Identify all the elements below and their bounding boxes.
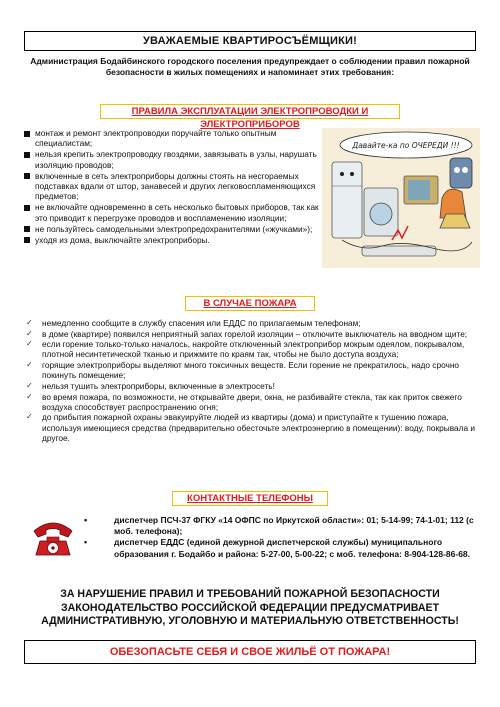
black-square-icon — [24, 237, 30, 243]
check-mark-icon: ✓ — [26, 328, 33, 338]
list-item: нельзя крепить электропроводку гвоздями, завязывать в узлы, нарушать изоляцию проводов; — [24, 149, 319, 170]
black-square-icon — [24, 205, 30, 211]
list-item: ✓ в доме (квартире) появился неприятный запах горелой изоляции – отключите выключатель на вводном щите; — [26, 328, 468, 339]
section-title-contacts: КОНТАКТНЫЕ ТЕЛЕФОНЫ — [172, 491, 328, 506]
section-title-fire: В СЛУЧАЕ ПОЖАРА — [185, 296, 315, 311]
list-item: • диспетчер ПСЧ-37 ФГКУ «14 ОФПС по Иркутской области»: 01; 5-14-99; 74-1-01; 112 (с моб. телефона); — [84, 515, 474, 537]
section-title-electrical: ПРАВИЛА ЭКСПЛУАТАЦИИ ЭЛЕКТРОПРОВОДКИ И ЭЛЕКТРОПРИБОРОВ — [100, 104, 400, 119]
list-item: монтаж и ремонт электропроводки поручайте только опытным специалистам; — [24, 128, 319, 149]
bullet-dot-icon: • — [84, 537, 88, 548]
check-mark-icon: ✓ — [26, 391, 33, 401]
list-item: • диспетчер ЕДДС (единой дежурной диспетчерской службы) муниципального образования г. Бодайбо и района: 5-27-00, 5-00-22; с моб. телефона: 8-904-128-86-68. — [84, 537, 471, 559]
list-item: не пользуйтесь самодельными электропредохранителями («жучками»); — [24, 224, 319, 234]
black-square-icon — [24, 173, 30, 179]
electrical-rules-list — [24, 128, 319, 245]
check-mark-icon: ✓ — [26, 360, 33, 370]
check-mark-icon: ✓ — [26, 318, 33, 327]
speech-bubble-text: Давайте-ка по ОЧЕРЕДИ !!! — [352, 141, 460, 150]
list-item: включенные в сеть электроприборы должны стоять на несгораемых подставках вдали от штор, занавесей и других легковоспламеняющихся предметов; — [24, 171, 319, 202]
list-item: ✓ горящие электроприборы выделяют много токсичных веществ. Если горение не прекратилось, надо срочно покинуть помещение; — [26, 360, 460, 381]
list-item: ✓ до прибытия пожарной охраны эвакуируйте людей из квартиры (дома) и приступайте к тушению пожара, используя имеющиеся средства (предварительно обесточьте электроэнергию в помещении): воду, покрывала и другое. — [26, 412, 476, 444]
list-item: ✓ во время пожара, по возможности, не открывайте двери, окна, не разбивайте стекла, так как приток свежего воздуха способствует распространению огня; — [26, 391, 462, 412]
red-telephone-icon — [30, 517, 76, 559]
black-square-icon — [24, 226, 30, 232]
list-item: ✓ немедленно сообщите в службу спасения или ЕДДС по прилагаемым телефонам; — [26, 318, 361, 328]
contacts-list — [82, 515, 480, 560]
list-item: уходя из дома, выключайте электроприборы. — [24, 235, 319, 245]
intro-text: Администрация Бодайбинского городского поселения предупреждает о соблюдении правил пожарной безопасности в жилых помещениях и напоминает этих требования: — [30, 56, 470, 77]
check-mark-icon: ✓ — [26, 380, 33, 390]
legal-warning: ЗА НАРУШЕНИЕ ПРАВИЛ И ТРЕБОВАНИЙ ПОЖАРНОЙ БЕЗОПАСНОСТИ ЗАКОНОДАТЕЛЬСТВО РОССИЙСКОЙ ФЕДЕРАЦИИ ПРЕДУСМАТРИВАЕТ АДМИНИСТРАТИВНУЮ, УГОЛОВНУЮ И МАТЕРИАЛЬНУЮ ОТВЕТСТВЕННОСТЬ! — [41, 588, 459, 627]
appliances-cartoon-illustration — [322, 128, 480, 268]
check-mark-icon: ✓ — [26, 339, 33, 349]
list-item: не включайте одновременно в сеть несколько бытовых приборов, так как это приводит к перегрузке проводов и воспламенению изоляции; — [24, 202, 319, 223]
bullet-dot-icon: • — [84, 515, 88, 525]
list-item: ✓ если горение только-только началось, накройте отключенный электроприбор мокрым одеялом, покрывалом, плотной несинтетической тканью и прижмите по краям так, чтобы не было доступа воздуха; — [26, 339, 465, 360]
black-square-icon — [24, 131, 30, 137]
page-title: УВАЖАЕМЫЕ КВАРТИРОСЪЁМЩИКИ! — [24, 31, 476, 51]
check-mark-icon: ✓ — [26, 412, 33, 422]
list-item: ✓ нельзя тушить электроприборы, включенные в электросеть! — [26, 380, 275, 391]
black-square-icon — [24, 152, 30, 158]
safety-slogan: ОБЕЗОПАСЬТЕ СЕБЯ И СВОЕ ЖИЛЬЁ ОТ ПОЖАРА! — [24, 640, 476, 664]
fire-actions-list — [24, 318, 480, 444]
